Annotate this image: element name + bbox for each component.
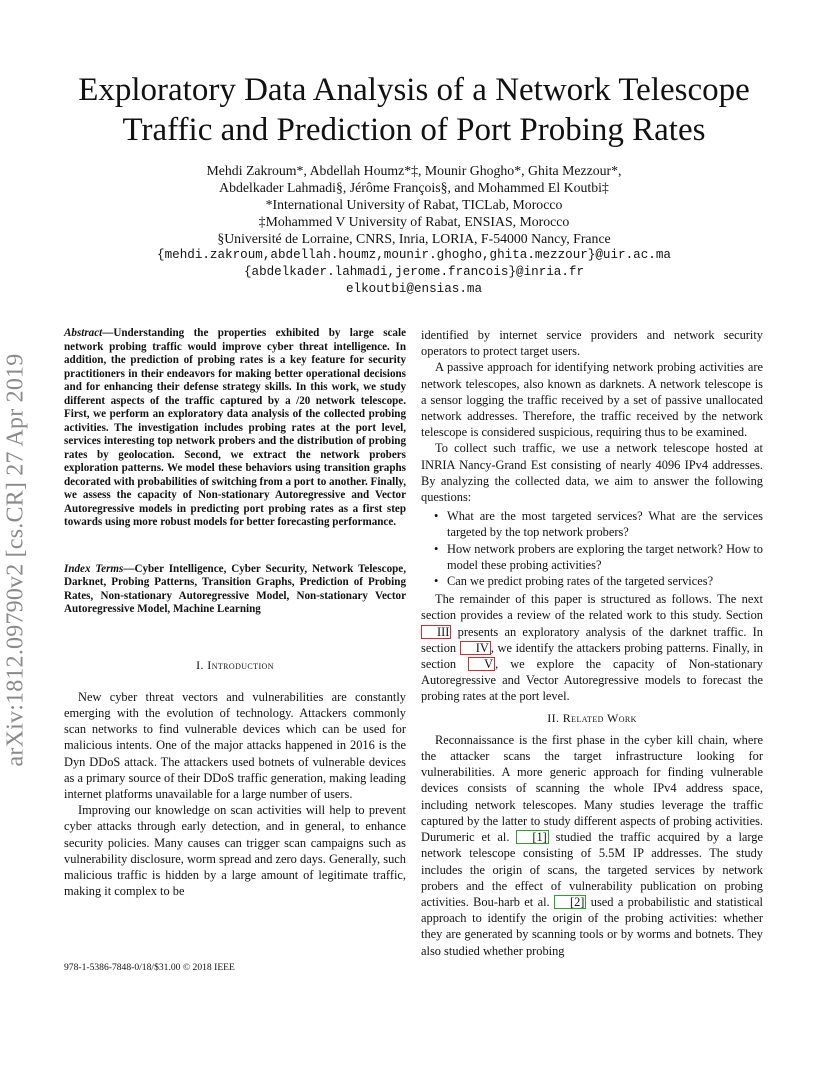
abstract-label: Abstract: [64, 327, 103, 339]
list-item: • Can we predict probing rates of the targeted services?: [447, 573, 763, 589]
section-link-iv[interactable]: IV: [460, 641, 491, 655]
affiliation-2: ‡Mohammed V University of Rabat, ENSIAS, Morocco: [258, 214, 570, 229]
citation-link-2[interactable]: [2]: [554, 895, 586, 909]
text-span: , we identify the attackers probing patterns. Finally, in section: [421, 640, 763, 672]
text-span: presents an exploratory analysis of the darknet traffic. In section: [421, 624, 763, 655]
author-block: [40, 162, 788, 298]
text-span: , we explore the capacity of Non-stationary Autoregressive and Vector Autoregressive models to forecast the probing rates at the port level.: [421, 657, 763, 704]
email-line-1: {mehdi.zakroum,abdellah.houmz,mounir.ghogho,ghita.mezzour}@uir.ac.ma: [157, 248, 671, 262]
email-line-3: elkoutbi@ensias.ma: [345, 282, 483, 296]
intro-paragraph-1: New cyber threat vectors and vulnerabilities are constantly emerging with the evolution of technology. Attackers commonly scan networks to find vulnerable devices which can be used for malicious intents. One of the major attacks happened in 2016 is the Dyn DDoS attack. The attackers used botnets of vulnerable devices as a primary source of their DDoS traffic generation, making leading internet platforms unavailable for a large number of users.: [64, 689, 406, 801]
list-item: • What are the most targeted services? What are the services targeted by the top network probers?: [447, 508, 763, 540]
copyright-footer: 978-1-5386-7848-0/18/$31.00 © 2018 IEEE: [64, 962, 235, 973]
intro-paragraph-5: [421, 591, 763, 704]
index-terms: [64, 563, 406, 617]
section-heading-introduction: I. Introduction: [196, 657, 274, 672]
section-link-iii[interactable]: III: [421, 625, 451, 639]
arxiv-identifier: arXiv:1812.09790v2 [cs.CR] 27 Apr 2019: [2, 353, 29, 767]
index-terms-text: —Cyber Intelligence, Cyber Security, Network Telescope, Darknet, Probing Patterns, Transition Graphs, Prediction of Probing Rates, Non-stationary Autoregressive Model, Non-stationary Vector Autoregressive Model, Machine Learning: [64, 562, 406, 615]
affiliation-1: *International University of Rabat, TICLab, Morocco: [265, 197, 563, 212]
title-line-1: Exploratory Data Analysis of a Network Telescope: [78, 72, 750, 108]
index-terms-label: Index Terms: [64, 562, 124, 575]
right-column: [421, 327, 763, 959]
email-line-2: {abdelkader.lahmadi,jerome.francois}@inria.fr: [243, 265, 585, 279]
title-line-2: Traffic and Prediction of Port Probing Rates: [122, 112, 706, 148]
text-span: used a probabilistic and statistical approach to identify the origin of the probing activities: whether they are generated by scanning tools or by worms and botnets. They also studied whether probing: [421, 894, 763, 958]
intro-paragraph-4: To collect such traffic, we use a network telescope hosted at INRIA Nancy-Grand Est consisting of nearly 4096 IPv4 addresses. By analyzing the collected data, we aim to answer the following questions:: [421, 441, 763, 505]
abstract-text: —Understanding the properties exhibited by large scale network probing traffic would improve cyber threat intelligence. In addition, the prediction of probing rates is a key feature for security practitioners in their endeavors for making better operational decisions and for enhancing their defense strategy skills. In this work, we study different aspects of the traffic captured by a /20 network telescope. First, we perform an exploratory data analysis of the collected probing activities. The investigation includes probing rates at the port level, services interesting top network probers and the distribution of probing rates by geolocation. Second, we extract the network probers exploration patterns. We model these behaviors using transition graphs decorated with probabilities of switching from a port to another. Finally, we assess the capacity of Non-stationary Autoregressive and Vector Autoregressive models in predicting port probing rates as a first step towards using more robust models for better forecasting performance.: [64, 327, 406, 528]
research-questions-list: [421, 508, 763, 589]
abstract: [64, 327, 406, 530]
related-work-paragraph-1: [421, 732, 763, 959]
citation-link-1[interactable]: [1]: [516, 830, 548, 844]
text-span: studied the traffic acquired by a large network telescope consisting of 5.5M IP addresses. The study includes the origin of scans, the targeted services by network probers and the effect of vulnerability publication on probing activities. Bou-harb et al.: [421, 830, 763, 909]
intro-paragraph-3: A passive approach for identifying network probing activities are network telescopes, also known as darknets. A network telescope is a sensor logging the traffic received by a set of passive unallocated network addresses. Therefore, the traffic received by the network telescope is considered suspicious, requiring thus to be examined.: [421, 360, 763, 440]
text-span: Reconnaissance is the first phase in the cyber kill chain, where the attacker scans the target infrastructure looking for vulnerabilities. A more generic approach for finding vulnerable devices consists of scanning the whole IPv4 address space, including network telescopes. Many studies leverage the traffic captured by the latter to study different aspects of probing activities. Durumeric et al.: [421, 732, 763, 845]
authors-line-2: Abdelkader Lahmadi§, Jérôme François§, and Mohammed El Koutbi‡: [219, 180, 609, 195]
list-item: • How network probers are exploring the target network? How to model these probing activities?: [447, 541, 763, 573]
paper-title: [40, 70, 788, 150]
left-column: [64, 327, 406, 899]
text-span: The remainder of this paper is structured as follows. The next section provides a review of the related work to this study. Section: [421, 592, 763, 623]
section-link-v[interactable]: V: [468, 657, 495, 671]
section-heading-related-work: II. Related Work: [547, 710, 637, 725]
affiliation-3: §Université de Lorraine, CNRS, Inria, LORIA, F-54000 Nancy, France: [217, 231, 611, 246]
intro-paragraph-2: Improving our knowledge on scan activities will help to prevent cyber attacks through early detection, and in general, to enhance security policies. Many causes can trigger scan campaigns such as vulnerability disclosure, worm spread and zero days. Generally, such malicious traffic is hidden by a large amount of legitimate traffic, making it complex to be: [64, 803, 406, 899]
intro-paragraph-2-continued: identified by internet service providers and network security operators to protect target users.: [421, 328, 763, 359]
authors-line-1: Mehdi Zakroum*, Abdellah Houmz*‡, Mounir Ghogho*, Ghita Mezzour*,: [206, 163, 622, 178]
